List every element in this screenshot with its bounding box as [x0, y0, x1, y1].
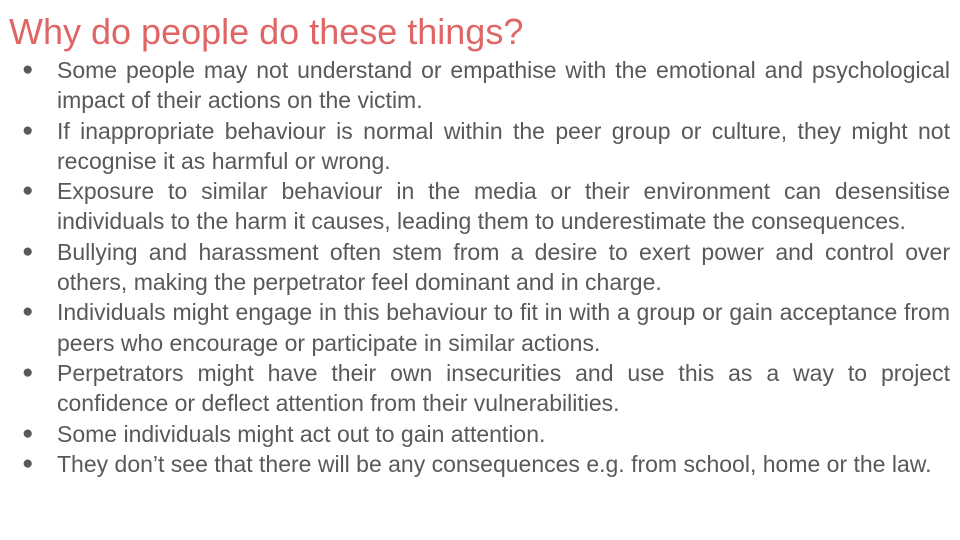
bullet-dot-icon: ● — [22, 452, 34, 474]
bullet-dot-icon: ● — [22, 422, 34, 444]
bullet-text: Individuals might engage in this behaviour to fit in with a group or gain acceptance from peers who encourage or participate in similar actions. — [57, 299, 950, 356]
bullet-dot-icon: ● — [22, 240, 34, 262]
bullet-dot-icon: ● — [22, 59, 34, 80]
bullet-text: They don’t see that there will be any consequences e.g. from school, home or the law. — [57, 450, 932, 477]
bullet-item — [20, 116, 950, 177]
bullet-text: Some people may not understand or empathise with the emotional and psychological impact of their actions on the victim. — [57, 57, 950, 114]
bullet-dot-icon: ● — [22, 301, 34, 323]
bullet-item — [20, 449, 950, 479]
slide-title: Why do people do these things? — [9, 11, 524, 52]
bullet-text: Perpetrators might have their own insecurities and use this as a way to project confidence or deflect attention from their vulnerabilities. — [57, 359, 950, 417]
bullet-item — [20, 419, 950, 449]
bullet-text: Bullying and harassment often stem from a desire to exert power and control over others, making the perpetrator feel dominant and in charge. — [57, 238, 950, 296]
bullet-item — [20, 297, 950, 358]
bullet-list — [20, 55, 950, 479]
bullet-item — [20, 55, 950, 116]
bullet-dot-icon: ● — [22, 361, 34, 383]
bullet-dot-icon: ● — [22, 180, 34, 202]
bullet-text: Some individuals might act out to gain attention. — [57, 420, 546, 447]
bullet-text: Exposure to similar behaviour in the media or their environment can desensitise individuals to the harm it causes, leading them to underestimate the consequences. — [57, 178, 950, 235]
bullet-text: If inappropriate behaviour is normal within the peer group or culture, they might not recognise it as harmful or wrong. — [57, 117, 950, 174]
bullet-item — [20, 358, 950, 419]
bullet-dot-icon: ● — [22, 119, 34, 141]
bullet-item — [20, 237, 950, 298]
bullet-item — [20, 176, 950, 237]
